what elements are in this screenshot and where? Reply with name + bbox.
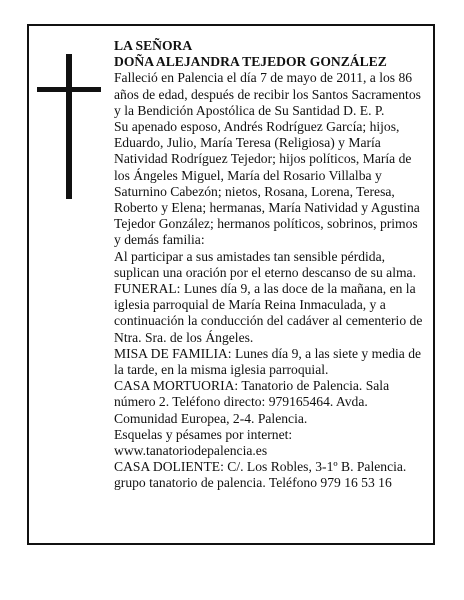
prayer-request-paragraph: Al participar a sus amistades tan sensible pérdida, suplican una oración por el eterno descanso de su alma.: [114, 248, 416, 280]
funeral-paragraph: FUNERAL: Lunes día 9, a las doce de la mañana, en la iglesia parroquial de María Reina Inmaculada, y a continuación la conducción del cadáver al cementerio de Ntra. Sra. de los Ángeles.: [114, 281, 423, 345]
family-paragraph: Su apenado esposo, Andrés Rodríguez García; hijos, Eduardo, Julio, María Teresa (Religiosa) y María Natividad Rodríguez Tejedor; hijos políticos, María de los Ángeles Miguel, María del Rosario Villalba y Saturnino Cabezón; nietos, Rosana, Lorena, Teresa, Roberto y Elena; hermanas, María Natividad y Agustina Tejedor González; hermanos políticos, sobrinos, primos y demás familia:: [114, 119, 420, 248]
latin-cross-icon: [37, 54, 101, 199]
internet-condolences-paragraph: Esquelas y pésames por internet: www.tanatoriodepalencia.es: [114, 426, 293, 459]
obituary-text: [114, 38, 424, 492]
death-notice-paragraph: Falleció en Palencia el día 7 de mayo de 2011, a los 86 años de edad, después de recibir los Santos Sacramentos y la Bendición Apostólica de Su Santidad D. E. P.: [114, 70, 421, 118]
obituary-title: LA SEÑORA: [114, 38, 193, 53]
deceased-name: DOÑA ALEJANDRA TEJEDOR GONZÁLEZ: [114, 54, 387, 70]
funeral-home-paragraph: CASA MORTUORIA: Tanatorio de Palencia. Sala número 2. Teléfono directo: 979165464. Avda. Comunidad Europea, 2-4. Palencia.: [114, 378, 390, 426]
family-home-paragraph: CASA DOLIENTE: C/. Los Robles, 3-1º B. Palencia. grupo tanatorio de palencia. Teléfono 979 16 53 16: [114, 459, 407, 491]
family-mass-paragraph: MISA DE FAMILIA: Lunes día 9, a las siete y media de la tarde, en la misma iglesia parroquial.: [114, 345, 422, 378]
